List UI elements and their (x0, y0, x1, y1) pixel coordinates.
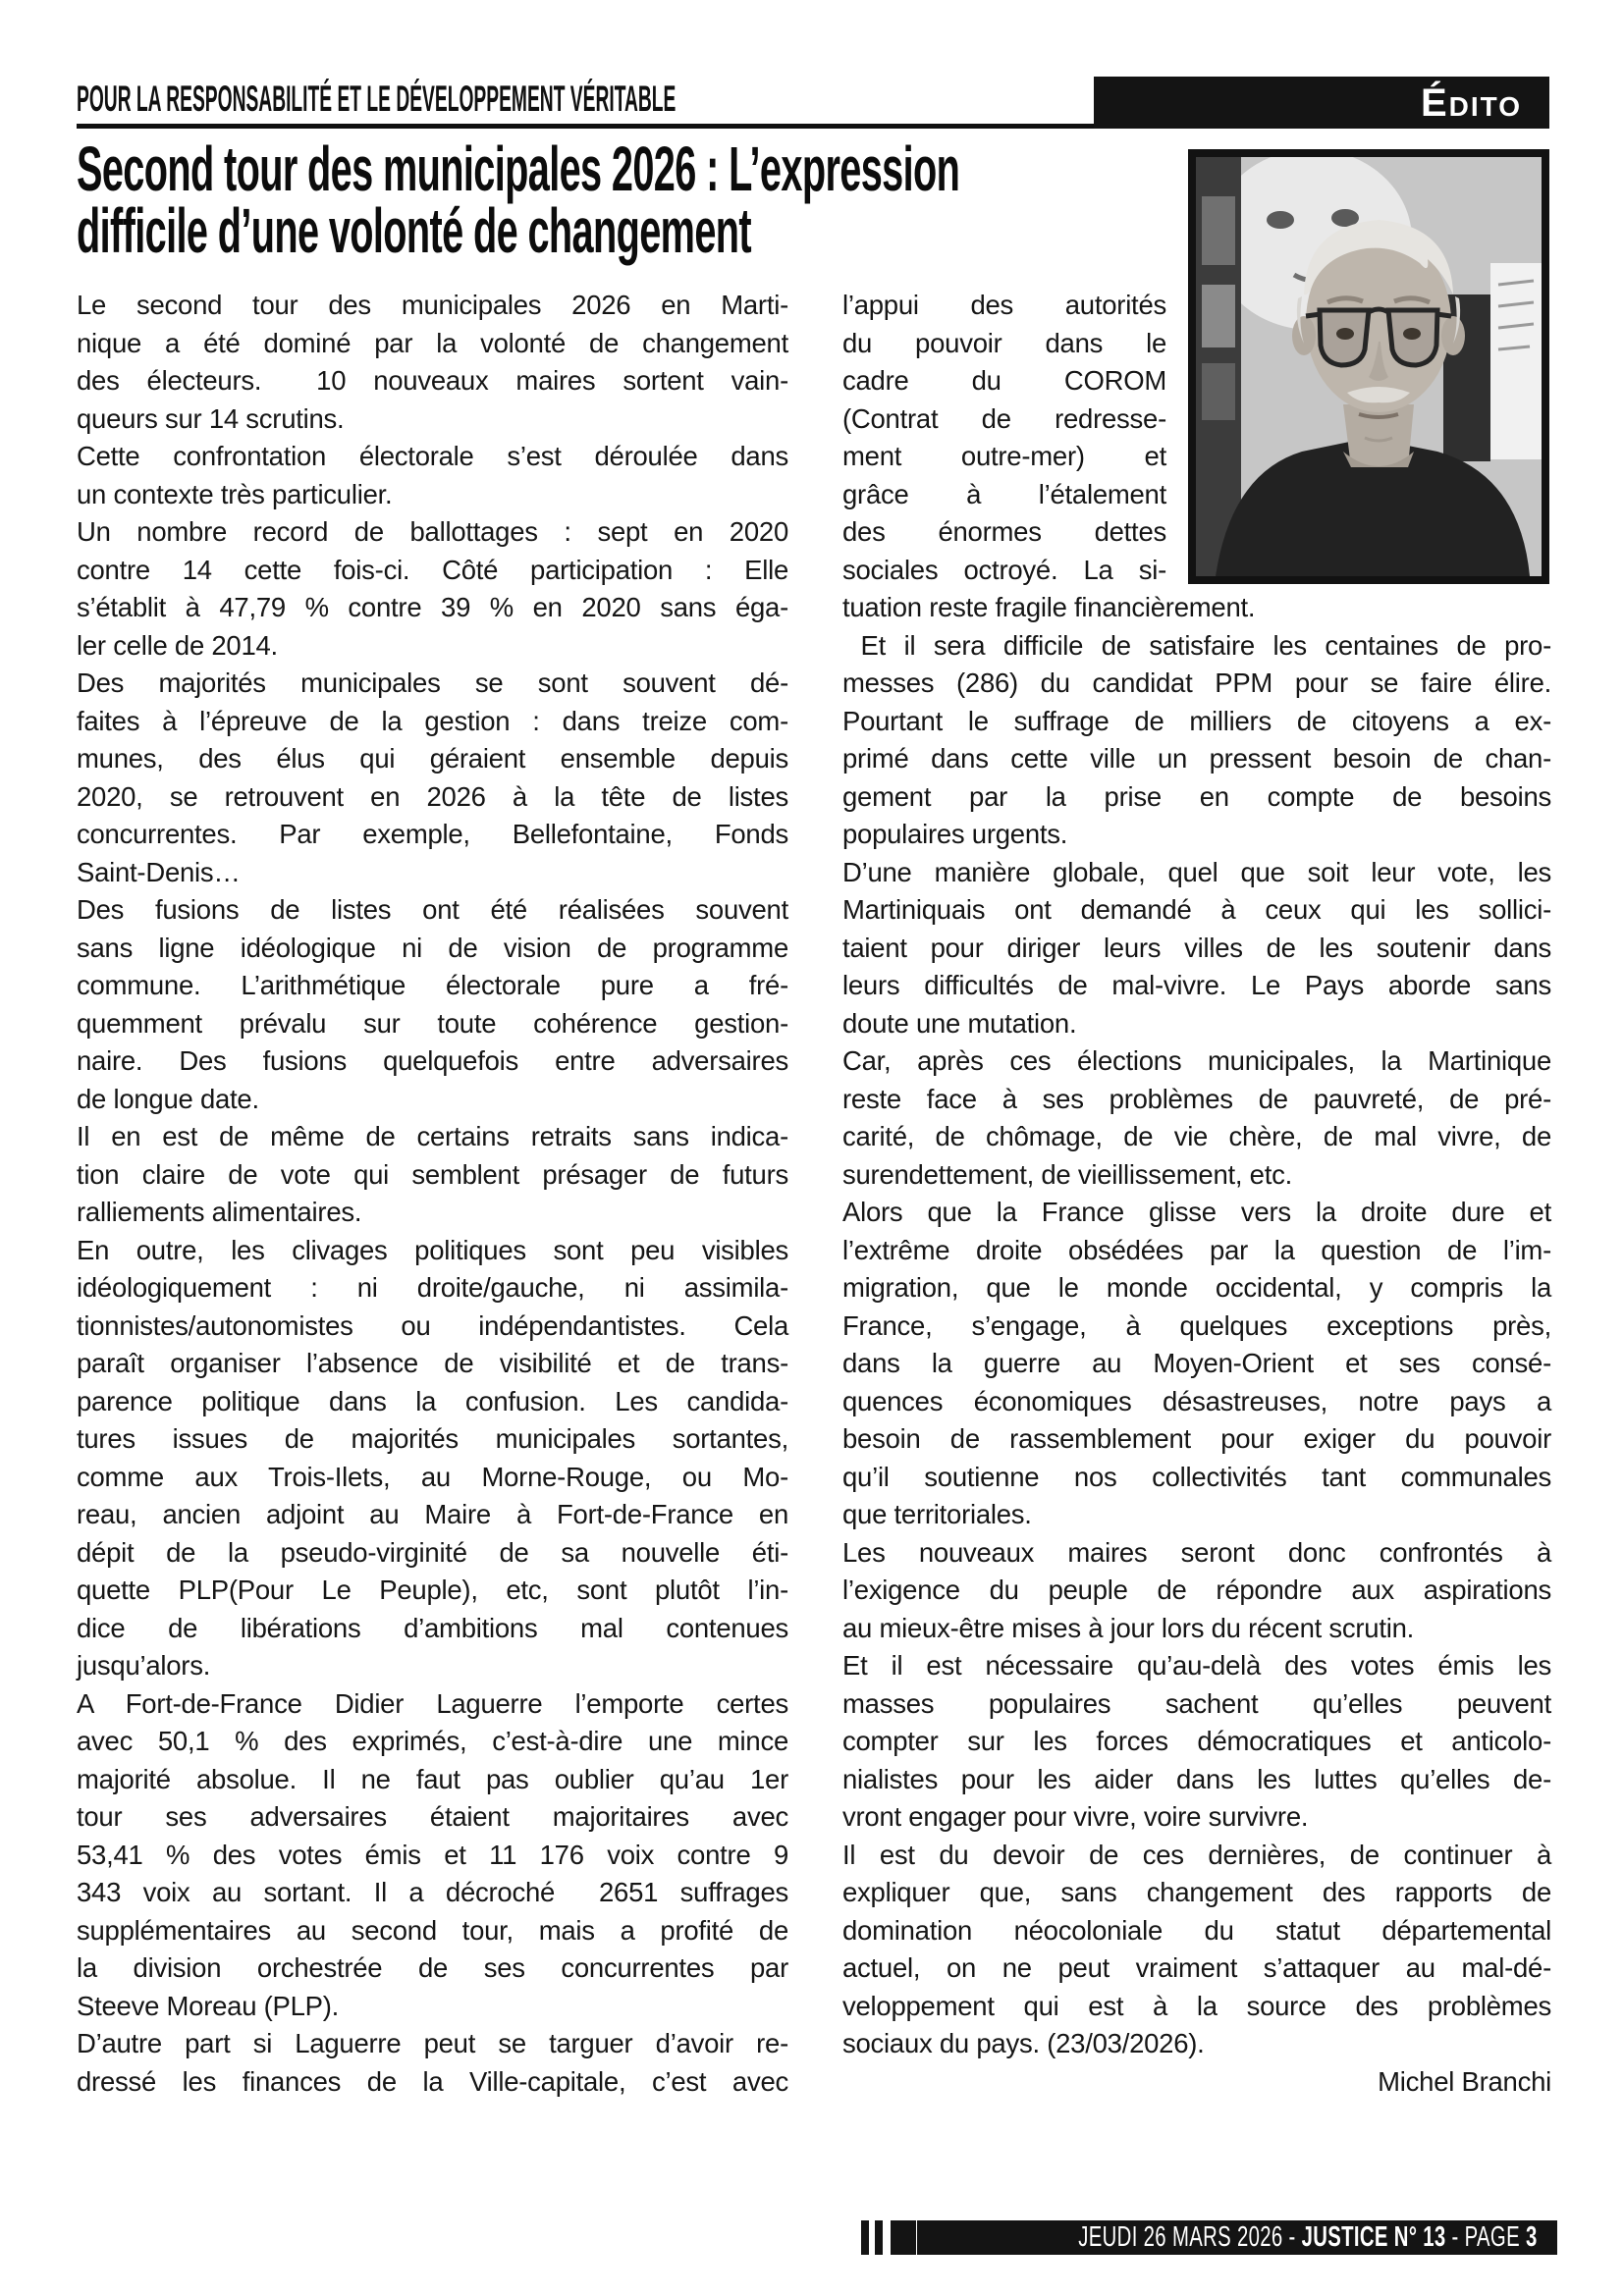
text-line: de longue date. (77, 1083, 259, 1114)
text-line: ment outre-mer) et (842, 441, 1166, 471)
text-line: primé dans cette ville un pressent besoin de chan- (842, 743, 1551, 774)
author-signature: Michel Branchi (1378, 2065, 1551, 2097)
text-line: domination néocoloniale du statut départemental (842, 1914, 1551, 1946)
text-line: messes (286) du candidat PPM pour se faire élire. (842, 667, 1551, 698)
text-line: Il est du devoir de ces dernières, de continuer à (842, 1839, 1551, 1870)
text-line: l’extrême droite obsédées par la question de l’im- (842, 1234, 1551, 1265)
text-line: tuation reste fragile financièrement. (842, 592, 1256, 622)
text-line: doute une mutation. (842, 1007, 1077, 1039)
text-line: D’autre part si Laguerre peut se targuer d’avoir re- (77, 2028, 788, 2058)
text-line: des électeurs. 10 nouveaux maires sortent vain- (77, 365, 788, 396)
masthead-tagline: POUR LA RESPONSABILITÉ ET LE DÉVELOPPEMENT VÉRITABLE (77, 79, 677, 119)
article-column-2-wrap-block (842, 287, 1166, 589)
text-line: majorité absolue. Il ne faut pas oublier qu’au 1er (77, 1763, 788, 1794)
text-line: carité, de chômage, de vie chère, de mal vivre, de (842, 1121, 1551, 1151)
text-line: queurs sur 14 scrutins. (77, 402, 345, 434)
article-column-2-full-block (842, 589, 1551, 2101)
text-line: concurrentes. Par exemple, Bellefontaine, Fonds (77, 819, 788, 849)
text-line: migration, que le monde occidental, y compris la (842, 1272, 1551, 1303)
footer-segment: JEUDI 26 MARS 2026 - (1078, 2221, 1303, 2253)
text-line: 343 voix au sortant. Il a décroché 2651 suffrages (77, 1877, 788, 1907)
text-line: un contexte très particulier. (77, 478, 393, 509)
text-line: France, s’engage, à quelques exceptions près, (842, 1309, 1551, 1341)
text-line: populaires urgents. (842, 819, 1068, 849)
footer-segment-bold: 3 (1526, 2221, 1538, 2253)
footer-deco-square (891, 2220, 916, 2255)
text-line: En outre, les clivages politiques sont peu visibles (77, 1234, 788, 1265)
text-line: A Fort-de-France Didier Laguerre l’emporte certes (77, 1687, 788, 1719)
text-line: la division orchestrée de ses concurrentes par (77, 1952, 788, 1983)
text-line: avec 50,1 % des exprimés, c’est-à-dire une mince (77, 1726, 788, 1756)
text-line: nialistes pour les aider dans les luttes qu’elles de- (842, 1763, 1551, 1794)
text-line: tionnistes/autonomistes ou indépendantistes. Cela (77, 1309, 788, 1341)
text-line: Martiniquais ont demandé à ceux qui les sollici- (842, 894, 1551, 925)
text-line: Les nouveaux maires seront donc confrontés à (842, 1536, 1551, 1568)
text-line: quences économiques désastreuses, notre pays a (842, 1385, 1551, 1416)
text-line: ralliements alimentaires. (77, 1197, 362, 1227)
text-line: que territoriales. (842, 1499, 1032, 1529)
text-line: du pouvoir dans le (842, 327, 1166, 358)
text-line: dépit de la pseudo-virginité de sa nouvelle éti- (77, 1536, 788, 1568)
text-line: quette PLP(Pour Le Peuple), etc, sont plutôt l’in- (77, 1575, 788, 1605)
text-line: parence politique dans la confusion. Les candida- (77, 1385, 788, 1416)
text-line: paraît organiser l’absence de visibilité et de trans- (77, 1348, 788, 1378)
text-line: surendettement, de vieillissement, etc. (842, 1158, 1292, 1190)
text-line: veloppement qui est à la source des problèmes (842, 1990, 1551, 2021)
text-line: Pourtant le suffrage de milliers de citoyens a ex- (842, 705, 1551, 736)
text-line: des énormes dettes (842, 516, 1166, 547)
text-line: reau, ancien adjoint au Maire à Fort-de-France en (77, 1499, 788, 1529)
text-line: vront engager pour vivre, voire survivre. (842, 1801, 1309, 1832)
text-line: Steeve Moreau (PLP). (77, 1990, 340, 2021)
text-line: Un nombre record de ballottages : sept en 2020 (77, 516, 788, 547)
text-line: nique a été dominé par la volonté de changement (77, 327, 788, 358)
text-line: tion claire de vote qui semblent présager de futurs (77, 1158, 788, 1190)
text-line: sociaux du pays. (23/03/2026). (842, 2028, 1205, 2058)
text-line: Des majorités municipales se sont souvent dé- (77, 667, 788, 698)
text-line: 53,41 % des votes émis et 11 176 voix contre 9 (77, 1839, 788, 1870)
text-line: tures issues de majorités municipales sortantes, (77, 1423, 788, 1454)
footer-segment: - PAGE (1445, 2221, 1527, 2253)
text-line: expliquer que, sans changement des rapports de (842, 1877, 1551, 1907)
footer-deco-bar-1 (861, 2220, 869, 2255)
text-line: commune. L’arithmétique électorale pure a fré- (77, 970, 788, 1000)
text-line: gement par la prise en compte de besoins (842, 780, 1551, 812)
text-line: sociales octroyé. La si- (842, 554, 1166, 585)
text-line: ler celle de 2014. (77, 629, 278, 661)
text-line: quemment prévalu sur toute cohérence gestion- (77, 1007, 788, 1039)
text-line: faites à l’épreuve de la gestion : dans treize com- (77, 705, 788, 736)
section-banner (1094, 77, 1549, 129)
text-line: leurs difficultés de mal-vivre. Le Pays aborde sans (842, 970, 1551, 1000)
text-line: D’une manière globale, quel que soit leur vote, les (842, 856, 1551, 887)
text-line: dice de libérations d’ambitions mal contenues (77, 1612, 788, 1643)
text-line: supplémentaires au second tour, mais a profité de (77, 1914, 788, 1946)
text-line: masses populaires sachent qu’elles peuvent (842, 1687, 1551, 1719)
footer-segment-bold: JUSTICE N° 13 (1302, 2221, 1446, 2253)
text-line: 2020, se retrouvent en 2026 à la tête de listes (77, 780, 788, 812)
section-label: Édito (1420, 80, 1522, 125)
text-line: compter sur les forces démocratiques et anticolo- (842, 1726, 1551, 1756)
text-line: naire. Des fusions quelquefois entre adversaires (77, 1045, 788, 1076)
text-line: qu’il soutienne nos collectivités tant communales (842, 1461, 1551, 1492)
text-line: Il en est de même de certains retraits sans indica- (77, 1121, 788, 1151)
article-column-2 (842, 287, 1551, 2101)
text-line: (Contrat de redresse- (842, 402, 1166, 434)
text-line: munes, des élus qui géraient ensemble depuis (77, 743, 788, 774)
headline-line-1: Second tour des municipales 2026 : L’expression (77, 133, 960, 204)
text-line: cadre du COROM (842, 365, 1166, 396)
text-line: dans la guerre au Moyen-Orient et ses consé- (842, 1348, 1551, 1378)
text-line: comme aux Trois-Ilets, au Morne-Rouge, ou Mo- (77, 1461, 788, 1492)
text-line: l’appui des autorités (842, 290, 1166, 320)
text-line: Et il est nécessaire qu’au-delà des votes émis les (842, 1650, 1551, 1681)
text-line: Car, après ces élections municipales, la Martinique (842, 1045, 1551, 1076)
text-line: Saint-Denis… (77, 856, 241, 887)
headline-line-2: difficile d’une volonté de changement (77, 195, 751, 266)
text-line: sans ligne idéologique ni de vision de programme (77, 932, 788, 963)
footer-text (1079, 2223, 1538, 2252)
text-line: Des fusions de listes ont été réalisées souvent (77, 894, 788, 925)
text-line: au mieux-être mises à jour lors du récent scrutin. (842, 1612, 1415, 1643)
text-line: contre 14 cette fois-ci. Côté participation : Elle (77, 554, 788, 585)
text-line: s’établit à 47,79 % contre 39 % en 2020 sans éga- (77, 592, 788, 622)
text-line: Alors que la France glisse vers la droite dure et (842, 1197, 1551, 1227)
article-column-1 (77, 287, 788, 2101)
text-line: tour ses adversaires étaient majoritaires avec (77, 1801, 788, 1832)
text-line: Le second tour des municipales 2026 en Marti- (77, 290, 788, 320)
text-line: taient pour diriger leurs villes de les soutenir dans (842, 932, 1551, 963)
text-line: Cette confrontation électorale s’est déroulée dans (77, 441, 788, 471)
text-line: besoin de rassemblement pour exiger du pouvoir (842, 1423, 1551, 1454)
text-line: dressé les finances de la Ville-capitale, c’est avec (77, 2065, 788, 2097)
text-line: idéologiquement : ni droite/gauche, ni assimila- (77, 1272, 788, 1303)
text-line: grâce à l’étalement (842, 478, 1166, 509)
text-line: actuel, on ne peut vraiment s’attaquer au mal-dé- (842, 1952, 1551, 1983)
footer-bar (917, 2220, 1557, 2255)
text-line: reste face à ses problèmes de pauvreté, de pré- (842, 1083, 1551, 1114)
header-rule (77, 124, 1094, 129)
footer-deco-bar-2 (875, 2220, 883, 2255)
text-line: Et il sera difficile de satisfaire les centaines de pro- (842, 629, 1551, 661)
text-line: l’exigence du peuple de répondre aux aspirations (842, 1575, 1551, 1605)
text-line: jusqu’alors. (77, 1650, 211, 1681)
